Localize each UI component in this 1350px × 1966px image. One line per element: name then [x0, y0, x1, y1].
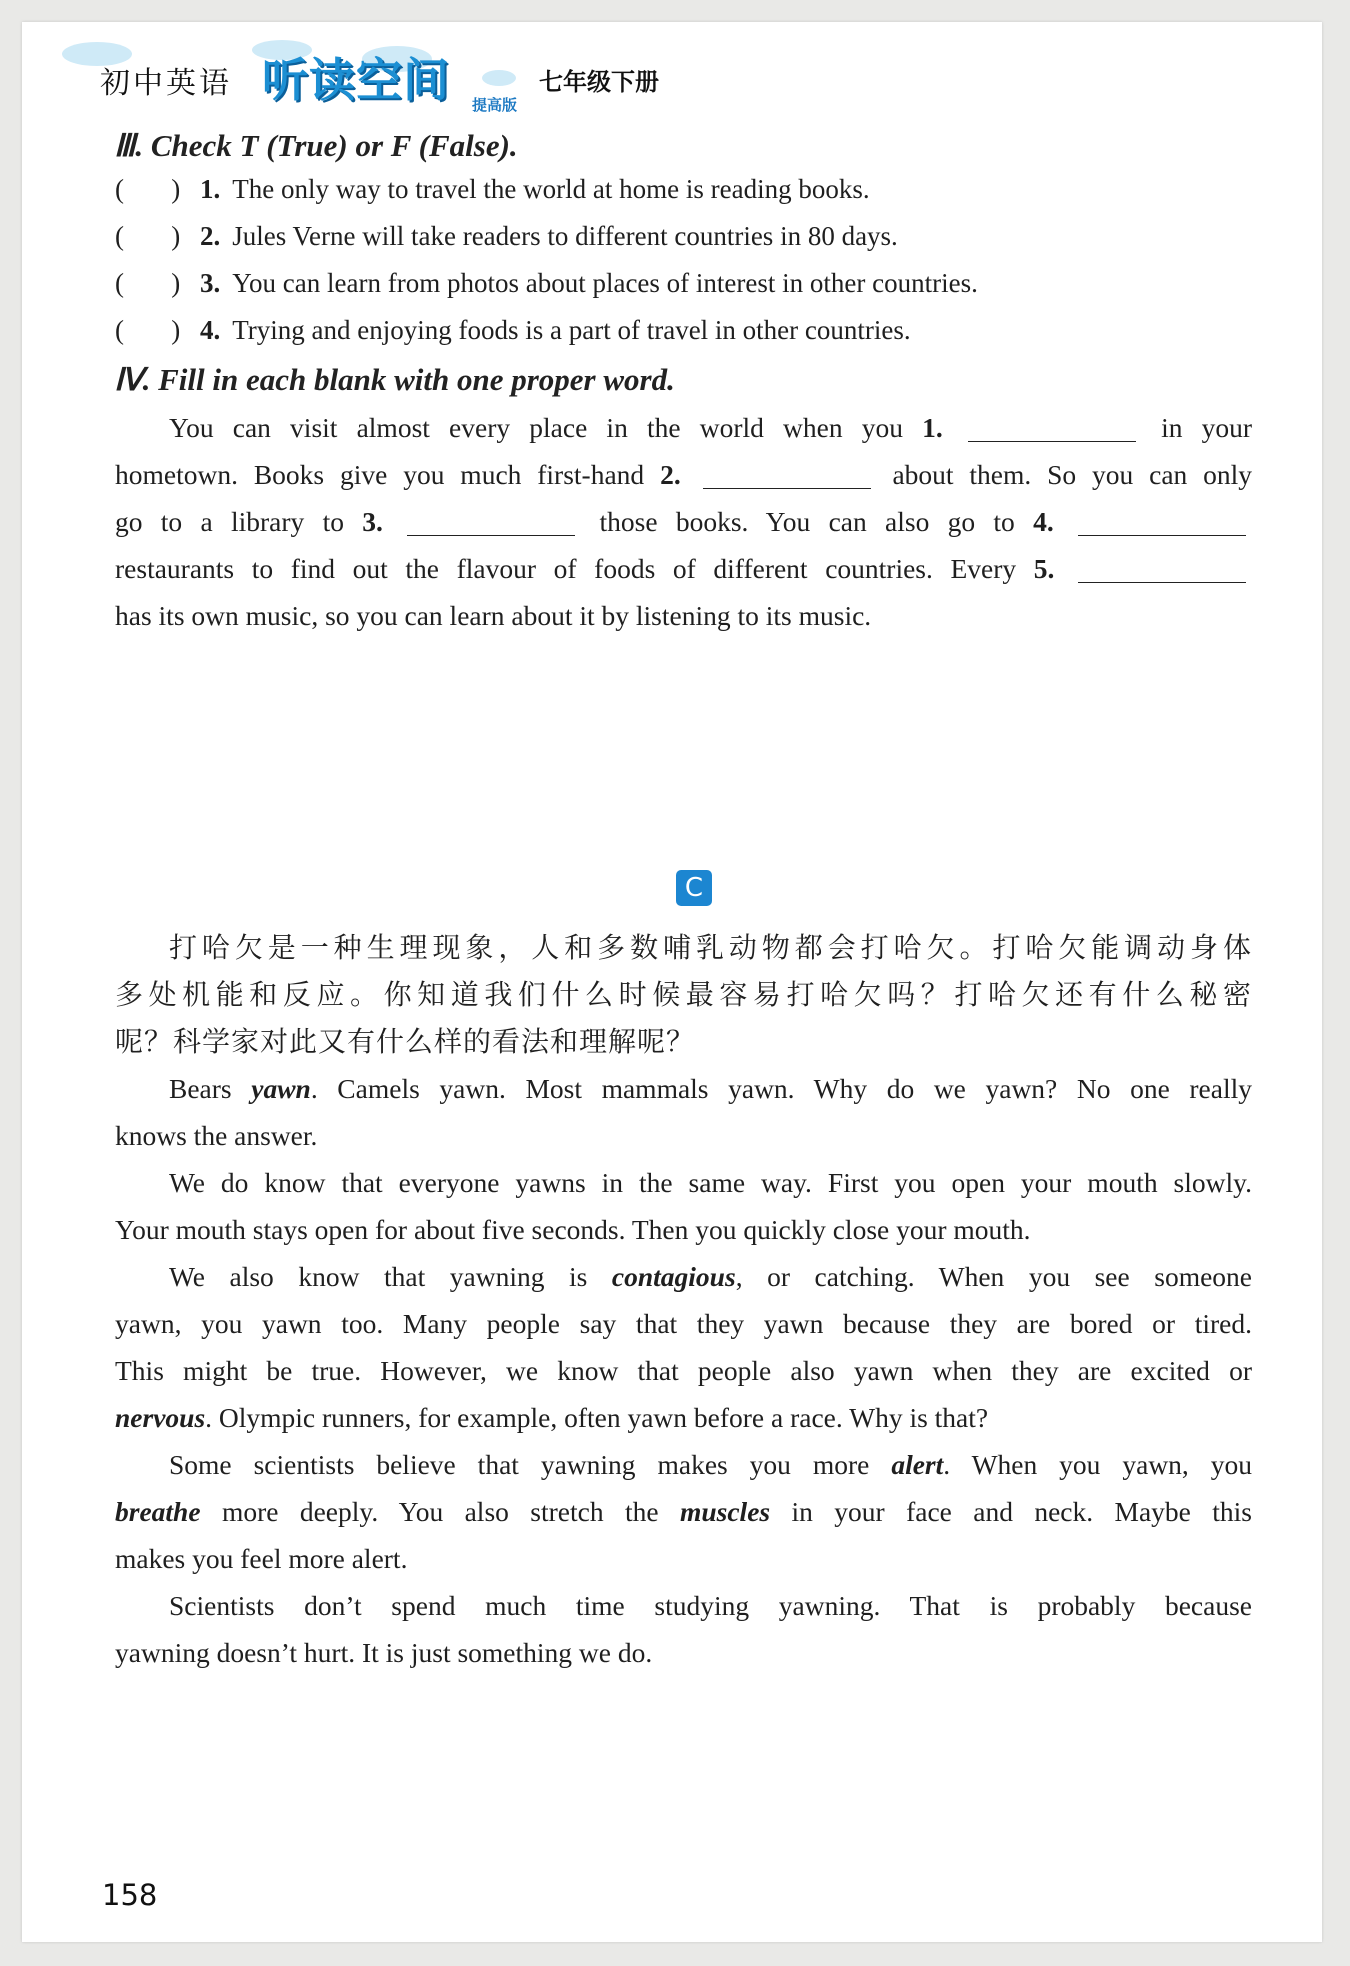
text-line: yawn, you yawn too. Many people say that they yawn because they are bored or tired. [115, 1308, 1252, 1339]
page [22, 22, 1322, 1942]
blank-number: 5. [1033, 553, 1055, 584]
text-line: nervous. Olympic runners, for example, often yawn before a race. Why is that? [115, 1402, 989, 1433]
item-number: 4. [200, 315, 221, 345]
text-line: Your mouth stays open for about five seconds. Then you quickly close your mouth. [115, 1214, 1031, 1245]
blank-4[interactable] [1078, 513, 1246, 536]
answer-paren[interactable]: ( ) [115, 268, 181, 298]
blank-3[interactable] [407, 513, 575, 536]
blank-number: 2. [660, 459, 681, 490]
blank-number: 4. [1033, 506, 1054, 537]
text-line: breathe more deeply. You also stretch the muscles in your face and neck. Maybe this [115, 1496, 1252, 1527]
text-line: Some scientists believe that yawning makes you more alert. When you yawn, you [169, 1449, 1252, 1480]
blank-number: 1. [922, 412, 943, 443]
tf-item [115, 315, 1245, 346]
item-number: 1. [200, 174, 221, 204]
text-line: You can visit almost every place in the world when you 1. in your [169, 412, 1253, 443]
text-line: yawning doesn’t hurt. It is just something we do. [115, 1637, 653, 1668]
edition-label: 提高版 [472, 96, 518, 114]
text-line: We also know that yawning is contagious, or catching. When you see someone [169, 1261, 1253, 1292]
answer-paren[interactable]: ( ) [115, 174, 181, 204]
item-text: The only way to travel the world at home is reading books. [232, 174, 870, 204]
answer-paren[interactable]: ( ) [115, 315, 181, 345]
text-line: makes you feel more alert. [115, 1543, 408, 1574]
text-line: go to a library to 3. those books. You can also go to 4. [115, 504, 1252, 540]
item-number: 3. [200, 268, 221, 298]
keyword: breathe [115, 1496, 201, 1527]
keyword: yawn [251, 1073, 311, 1104]
tf-item [115, 221, 1245, 252]
item-text: Trying and enjoying foods is a part of travel in other countries. [232, 315, 911, 345]
text-line: knows the answer. [115, 1120, 318, 1151]
text-line: restaurants to find out the flavour of foods of different countries. Every 5. [115, 551, 1252, 587]
section-3-title: Ⅲ. Check T (True) or F (False). [114, 128, 518, 163]
tf-item [115, 174, 1245, 205]
grade-label: 七年级下册 [539, 68, 659, 96]
text-line: We do know that everyone yawns in the same way. First you open your mouth slowly. [169, 1167, 1252, 1198]
chinese-intro-line: 呢？科学家对此又有什么样的看法和理解呢？ [115, 1025, 696, 1058]
brand-logo: 听读空间 [262, 53, 450, 107]
section-4-title: Ⅳ. Fill in each blank with one proper word. [114, 362, 675, 397]
keyword: alert [891, 1449, 944, 1480]
text-line: hometown. Books give you much first-hand 2. about them. So you can only [115, 459, 1253, 490]
text-line: has its own music, so you can learn about it by listening to its music. [115, 600, 872, 631]
blank-5[interactable] [1078, 560, 1246, 583]
book-header [62, 36, 962, 116]
blank-2[interactable] [703, 466, 871, 489]
tf-item [115, 268, 1245, 299]
cloud-decoration-icon [482, 70, 516, 86]
keyword: nervous [115, 1402, 206, 1433]
text-line: This might be true. However, we know that people also yawn when they are excited or [115, 1355, 1252, 1386]
series-name: 初中英语 [100, 66, 232, 101]
keyword: contagious [611, 1261, 736, 1292]
page-number: 158 [102, 1878, 158, 1912]
passage-badge: C [676, 870, 712, 906]
text-line: Scientists don’t spend much time studying yawning. That is probably because [169, 1590, 1252, 1621]
item-text: You can learn from photos about places of interest in other countries. [232, 268, 978, 298]
blank-1[interactable] [968, 419, 1136, 442]
item-number: 2. [200, 221, 221, 251]
answer-paren[interactable]: ( ) [115, 221, 181, 251]
blank-number: 3. [362, 506, 383, 537]
chinese-intro-line: 打哈欠是一种生理现象，人和多数哺乳动物都会打哈欠。打哈欠能调动身体 [169, 931, 1252, 964]
keyword: muscles [679, 1496, 771, 1527]
text-line: Bears yawn. Camels yawn. Most mammals yawn. Why do we yawn? No one really [169, 1073, 1252, 1104]
item-text: Jules Verne will take readers to different countries in 80 days. [232, 221, 898, 251]
chinese-intro-line: 多处机能和反应。你知道我们什么时候最容易打哈欠吗？打哈欠还有什么秘密 [115, 978, 1252, 1011]
